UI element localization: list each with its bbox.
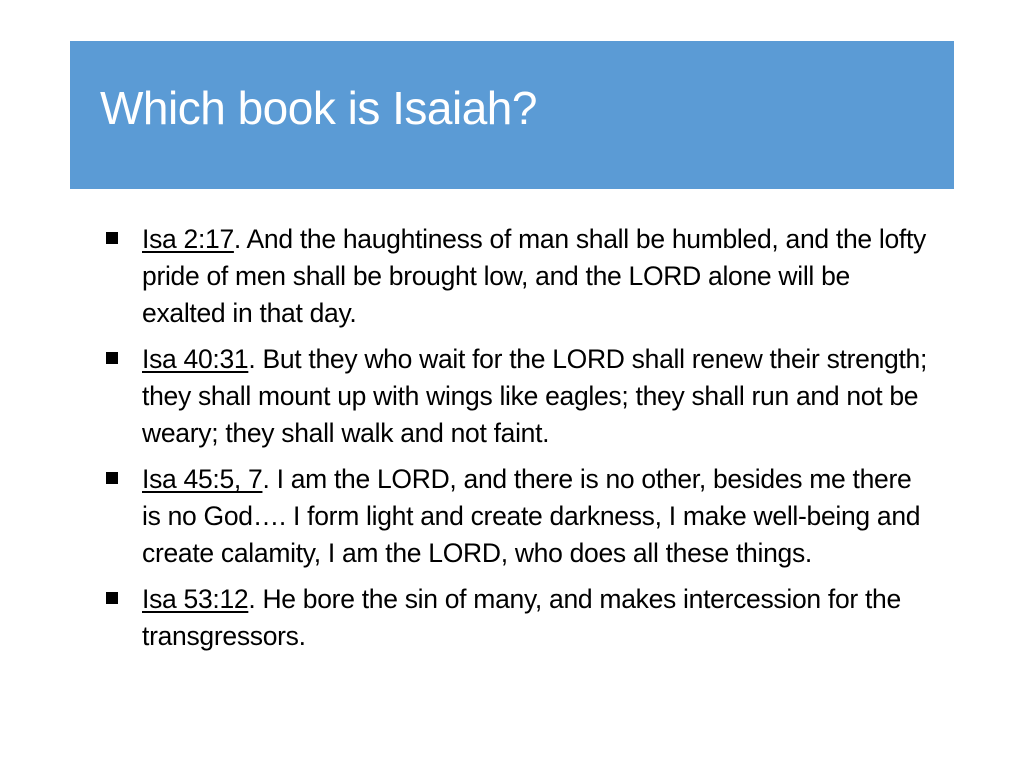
scripture-reference-link[interactable]: Isa 40:31 [142, 344, 249, 374]
bullet-list [103, 221, 933, 664]
bullet-item [103, 461, 933, 572]
bullet-item [103, 341, 933, 452]
scripture-reference-link[interactable]: Isa 45:5, 7 [142, 464, 263, 494]
square-bullet-icon [106, 352, 118, 364]
square-bullet-icon [106, 592, 118, 604]
scripture-reference-link[interactable]: Isa 53:12 [142, 584, 249, 614]
bullet-text: . But they who wait for the LORD shall renew their strength; they shall mount up with wings like eagles; they shall run and not be weary; they shall walk and not faint. [142, 344, 928, 448]
bullet-text: . I am the LORD, and there is no other, besides me there is no God…. I form light and create darkness, I make well-being and create calamity, I am the LORD, who does all these things. [142, 464, 921, 568]
slide-title: Which book is Isaiah? [100, 82, 537, 134]
scripture-reference-link[interactable]: Isa 2:17 [142, 224, 234, 254]
title-bar [70, 41, 954, 189]
square-bullet-icon [106, 232, 118, 244]
bullet-item [103, 581, 933, 655]
bullet-item [103, 221, 933, 332]
bullet-text: . He bore the sin of many, and makes intercession for the transgressors. [142, 584, 901, 651]
square-bullet-icon [106, 472, 118, 484]
bullet-text: . And the haughtiness of man shall be humbled, and the lofty pride of men shall be brought low, and the LORD alone will be exalted in that day. [142, 224, 926, 328]
